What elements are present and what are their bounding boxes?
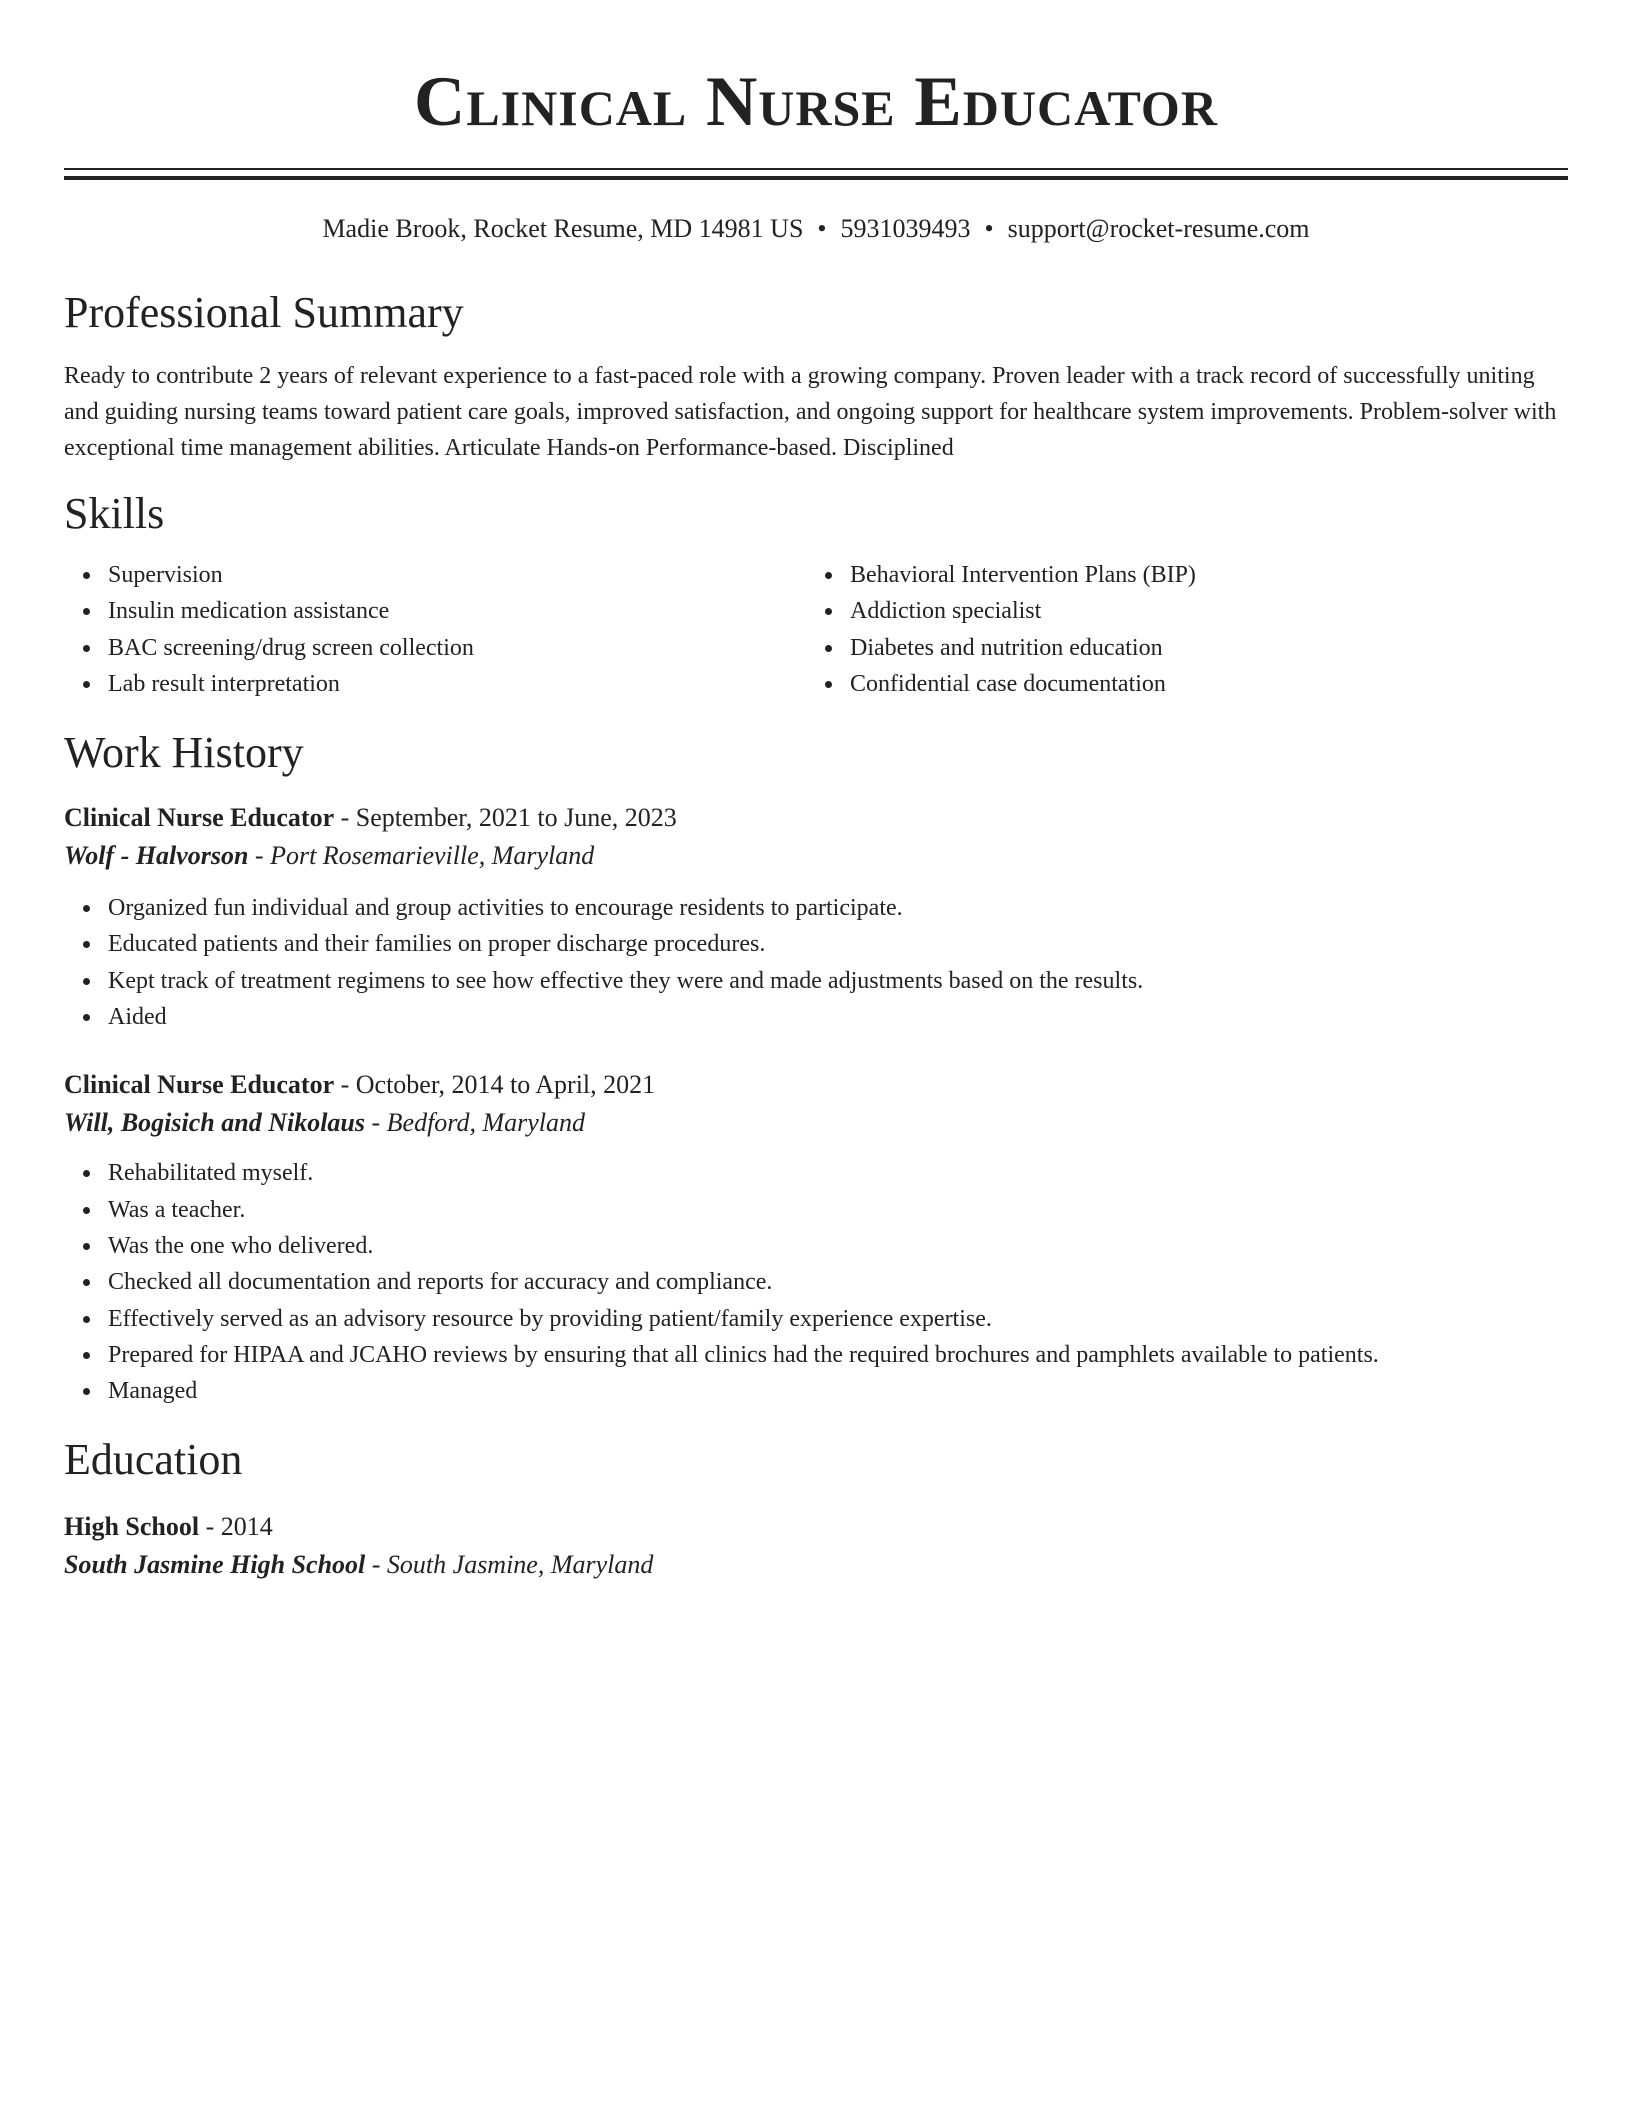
education-degree-line [64, 1507, 1568, 1547]
job-entry [64, 798, 1568, 1035]
skill-item: Behavioral Intervention Plans (BIP) [850, 557, 1548, 593]
summary-text: Ready to contribute 2 years of relevant experience to a fast-paced role with a growing company. Proven leader with a track record of successfully uniting and guiding nursing teams toward patient care goals, improved satisfaction, and ongoing support for healthcare system improvements. Problem-solver with exceptional time management abilities. Articulate Hands-on Performance-based. Disciplined [64, 363, 1557, 461]
skills-heading: Skills [64, 489, 165, 538]
job-company: Will, Bogisich and Nikolaus [64, 1108, 365, 1138]
skills-column-right [806, 557, 1548, 702]
education-degree: High School [64, 1512, 200, 1542]
job-duty: Aided [108, 999, 1568, 1035]
job-location: - Bedford, Maryland [365, 1108, 585, 1138]
job-duty: Managed [108, 1373, 1568, 1409]
job-company: Wolf - Halvorson [64, 841, 249, 871]
page-title: Clinical Nurse Educator [414, 63, 1218, 141]
job-entry [64, 1065, 1568, 1409]
skills-column-left [64, 557, 806, 702]
job-duty: Kept track of treatment regimens to see how effective they were and made adjustments based on the results. [108, 963, 1568, 999]
summary-heading: Professional Summary [64, 288, 464, 337]
job-duties-list [64, 1155, 1568, 1409]
skill-item: Addiction specialist [850, 593, 1548, 629]
job-duty: Educated patients and their families on proper discharge procedures. [108, 926, 1568, 962]
contact-address: Madie Brook, Rocket Resume, MD 14981 US [322, 214, 804, 243]
employer-line [64, 838, 1568, 874]
education-school: South Jasmine High School [64, 1550, 366, 1580]
contact-phone: 5931039493 [840, 214, 971, 243]
job-duty: Organized fun individual and group activities to encourage residents to participate. [108, 890, 1568, 926]
job-duty: Was the one who delivered. [108, 1228, 1568, 1264]
contact-separator: • [984, 214, 994, 243]
title-divider-thin [64, 168, 1568, 170]
education-school-line [64, 1547, 1568, 1583]
job-role: Clinical Nurse Educator [64, 1070, 335, 1100]
job-duty: Prepared for HIPAA and JCAHO reviews by ensuring that all clinics had the required brochures and pamphlets available to patients. [108, 1337, 1568, 1373]
job-dates: - October, 2014 to April, 2021 [334, 1070, 656, 1100]
skill-item: BAC screening/drug screen collection [108, 630, 806, 666]
title-divider-thick [64, 176, 1568, 180]
job-duty: Rehabilitated myself. [108, 1155, 1568, 1191]
job-duties-list [64, 890, 1568, 1035]
job-duty: Checked all documentation and reports for accuracy and compliance. [108, 1264, 1568, 1300]
education-location: - South Jasmine, Maryland [365, 1550, 654, 1580]
job-duty: Effectively served as an advisory resource by providing patient/family experience expertise. [108, 1301, 1568, 1337]
education-heading: Education [64, 1435, 243, 1485]
education-entry [64, 1507, 1568, 1583]
job-role: Clinical Nurse Educator [64, 803, 335, 833]
contact-separator: • [817, 214, 827, 243]
skills-list [64, 557, 1568, 702]
education-year: - 2014 [199, 1512, 273, 1542]
employer-line [64, 1105, 1568, 1141]
skill-item: Insulin medication assistance [108, 593, 806, 629]
job-title-line [64, 798, 1568, 838]
contact-email: support@rocket-resume.com [1007, 214, 1310, 243]
job-duty: Was a teacher. [108, 1192, 1568, 1228]
skill-item: Supervision [108, 557, 806, 593]
job-dates: - September, 2021 to June, 2023 [334, 803, 677, 833]
job-title-line [64, 1065, 1568, 1105]
skill-item: Lab result interpretation [108, 666, 806, 702]
contact-line [64, 213, 1568, 245]
job-location: - Port Rosemarieville, Maryland [248, 841, 595, 871]
skill-item: Confidential case documentation [850, 666, 1548, 702]
work-history-heading: Work History [64, 728, 304, 778]
skill-item: Diabetes and nutrition education [850, 630, 1548, 666]
